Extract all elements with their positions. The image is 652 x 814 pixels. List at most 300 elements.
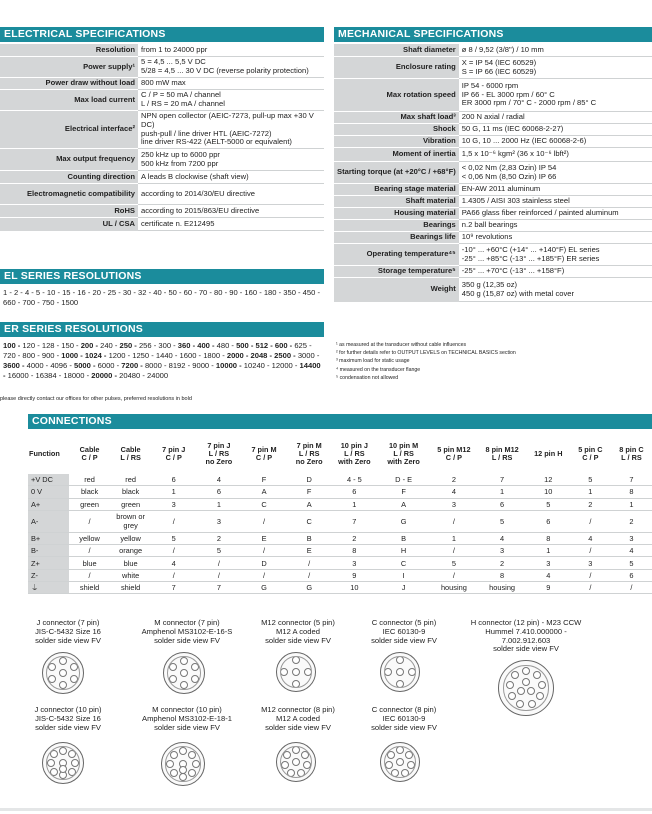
- mechanical-label: Weight: [334, 278, 459, 302]
- connector-caption: [248, 706, 348, 732]
- connections-function: A+: [28, 498, 69, 510]
- connector-caption-line: solder side view FV: [35, 722, 101, 732]
- connector-caption-line: solder side view FV: [493, 644, 559, 654]
- connections-cell: 1: [527, 545, 570, 557]
- connections-header-line: 10 pin J: [340, 440, 368, 450]
- connections-cell: 1: [477, 486, 526, 498]
- connector-caption-line: M12 A coded: [276, 713, 320, 723]
- connections-cell: 5: [570, 474, 611, 486]
- connections-header-line: C / P: [445, 453, 462, 462]
- er-resolution: 1250 -: [132, 351, 156, 360]
- connections-header-line: L / RS: [208, 448, 230, 458]
- electrical-value-line: L / RS = 20 mA / channel: [141, 99, 225, 108]
- mechanical-value-line: -25° ... +85°C (-13° ... +185°F) ER series: [461, 253, 600, 263]
- mechanical-value: [459, 244, 652, 266]
- mechanical-value-line: 200 N axial / radial: [461, 112, 525, 122]
- connections-cell: /: [69, 545, 110, 557]
- er-resolution: 200 -: [80, 341, 101, 350]
- connections-header-line: Cable: [120, 444, 141, 454]
- connector-caption-line: solder side view FV: [154, 722, 220, 732]
- connections-header-line: C / P: [582, 453, 599, 462]
- connections-row: [28, 532, 652, 544]
- er-resolution: 4096 -: [50, 361, 74, 370]
- er-resolution: 2500 -: [274, 351, 298, 360]
- er-resolution: 1800 -: [203, 351, 227, 360]
- connections-cell: /: [151, 510, 196, 532]
- footer-rule: [0, 808, 652, 811]
- connections-cell: 1: [430, 532, 477, 544]
- mechanical-value: [459, 184, 652, 196]
- connections-cell: H: [377, 545, 430, 557]
- connector-caption: [456, 619, 596, 654]
- mechanical-row: [334, 162, 652, 184]
- connections-cell: 6: [477, 498, 526, 510]
- connections-cell: 3: [477, 545, 526, 557]
- mechanical-value: [459, 148, 652, 162]
- mechanical-value: [459, 112, 652, 124]
- connector-caption-line: JIS-C-5432 Size 16: [35, 713, 101, 723]
- connections-cell: 4: [151, 557, 196, 569]
- connections-header-line: 5 pin C: [578, 444, 603, 454]
- connections-cell: red: [69, 474, 110, 486]
- connections-cell: 2: [611, 510, 652, 532]
- electrical-row: [0, 218, 324, 231]
- electrical-value-line: 5/28 = 4,5 ... 30 V DC (reverse polarity protection): [141, 66, 309, 75]
- mechanical-value: [459, 266, 652, 278]
- connections-cell: 6: [332, 486, 377, 498]
- connections-cell: 1: [611, 498, 652, 510]
- connections-cell: green: [110, 498, 151, 510]
- connections-cell: C: [377, 557, 430, 569]
- connector-caption: [354, 619, 454, 645]
- er-resolution: 300 -: [158, 341, 178, 350]
- connections-cell: A: [287, 498, 332, 510]
- mechanical-value-line: 10 G, 10 ... 2000 Hz (IEC 60068-2-6): [461, 136, 587, 146]
- er-resolution: 150 -: [61, 341, 81, 350]
- er-resolution: 3600 -: [3, 361, 27, 370]
- mechanical-value-line: < 0,02 Nm (2,83 Ozin) IP 54: [461, 162, 557, 172]
- electrical-label: Electromagnetic compatibility: [0, 184, 138, 205]
- mechanical-value-line: ER 3000 rpm / 70° C - 2000 rpm / 85° C: [461, 98, 597, 108]
- mechanical-note: ³ maximum load for static usage: [336, 358, 410, 365]
- connections-cell: 4: [430, 486, 477, 498]
- er-resolution: 2000 -: [226, 351, 251, 360]
- el-series-resolutions: 1 - 2 - 4 - 5 - 10 - 15 - 16 - 20 - 25 - 30 - 32 - 40 - 50 - 60 - 70 - 80 - 90 - 160 - 180 - 350 - 450 - 660 - 700 - 750 - 1500: [3, 288, 320, 307]
- connections-cell: 3: [527, 557, 570, 569]
- connector-caption-line: M12 A coded: [276, 626, 320, 636]
- connections-cell: 3: [430, 498, 477, 510]
- connections-header-line: 8 pin M12: [485, 444, 519, 454]
- er-resolution: 360 -: [177, 341, 198, 350]
- m7-connector-drawing-ring: [167, 656, 201, 690]
- m12-8-connector-drawing: [276, 742, 316, 782]
- connections-cell: /: [430, 510, 477, 532]
- mechanical-note: ² for further details refer to OUTPUT LEVELS on TECHNICAL BASICS section: [336, 350, 516, 357]
- connections-cell: /: [570, 510, 611, 532]
- connections-cell: 6: [527, 510, 570, 532]
- er-resolution: 8000 -: [144, 361, 169, 370]
- connections-header-line: 10 pin M: [389, 440, 419, 450]
- er-resolution: 720 -: [3, 351, 23, 360]
- electrical-value: [138, 218, 324, 231]
- electrical-label: Electrical interface²: [0, 111, 138, 149]
- connections-cell: 7: [332, 510, 377, 532]
- connections-function: B+: [28, 532, 69, 544]
- connections-cell: 4: [196, 474, 241, 486]
- electrical-value: [138, 111, 324, 149]
- connections-header-line: 7 pin J: [162, 444, 186, 454]
- mechanical-value-line: IP 66 - EL 3000 rpm / 60° C: [461, 89, 555, 99]
- mechanical-value-line: < 0,06 Nm (8,50 Ozin) IP 66: [461, 171, 557, 181]
- m12-8-connector-drawing-ring: [280, 746, 312, 778]
- connections-cell: black: [69, 486, 110, 498]
- er-resolution: 18000 -: [63, 371, 92, 380]
- mechanical-row: [334, 244, 652, 266]
- mechanical-label: Storage temperature⁵: [334, 266, 459, 278]
- connections-cell: green: [69, 498, 110, 510]
- mechanical-value-line: -10° ... +60°C (+14° ... +140°F) EL series: [461, 244, 600, 254]
- er-resolution: 600 -: [274, 341, 295, 350]
- connector-caption-line: M12 connector (5 pin): [261, 618, 335, 627]
- er-resolution: 14400 -: [3, 361, 321, 380]
- electrical-row: [0, 171, 324, 184]
- connections-header-line: L / RS: [120, 453, 141, 462]
- connections-cell: white: [110, 569, 151, 581]
- connections-cell: /: [241, 569, 286, 581]
- electrical-row: [0, 90, 324, 111]
- connections-function: +V DC: [28, 474, 69, 486]
- connections-header-line: C / P: [81, 453, 98, 462]
- er-resolution: 1000 -: [61, 351, 85, 360]
- er-resolution: 1440 -: [155, 351, 180, 360]
- electrical-label: Max load current: [0, 90, 138, 111]
- electrical-value-line: certificate n. E212495: [141, 218, 215, 228]
- mechanical-value-line: 1.4305 / AISI 303 stainless steel: [461, 196, 570, 206]
- connections-header: [241, 434, 286, 474]
- connections-cell: 7: [477, 474, 526, 486]
- electrical-value-line: 250 kHz up to 6000 ppr: [141, 149, 220, 159]
- connections-cell: blue: [110, 557, 151, 569]
- connector-caption-line: solder side view FV: [154, 635, 220, 645]
- er-resolution: 250 -: [119, 341, 139, 350]
- connections-cell: shield: [69, 582, 110, 594]
- mechanical-row: [334, 44, 652, 57]
- connections-header: [477, 434, 526, 474]
- electrical-row: [0, 111, 324, 149]
- mechanical-row: [334, 112, 652, 124]
- connections-cell: 10: [527, 486, 570, 498]
- connections-cell: /: [287, 557, 332, 569]
- connections-cell: 5: [151, 532, 196, 544]
- mechanical-value: [459, 208, 652, 220]
- connections-cell: /: [196, 557, 241, 569]
- connections-header: [332, 434, 377, 474]
- connector-caption-line: Hummel 7.410.000000 -: [485, 626, 567, 636]
- electrical-label: Max output frequency: [0, 149, 138, 171]
- connector-caption-line: Amphenol MS3102-E-16-S: [141, 626, 233, 636]
- m12-5-connector-drawing: [276, 652, 316, 692]
- connections-cell: 2: [332, 532, 377, 544]
- electrical-value-line: A leads B clockwise (shaft view): [141, 171, 249, 181]
- mechanical-row: [334, 232, 652, 244]
- connections-header-line: L / RS: [298, 448, 320, 458]
- connections-header-line: 7 pin M: [296, 440, 322, 450]
- connections-cell: housing: [477, 582, 526, 594]
- connections-cell: A: [241, 486, 286, 498]
- mechanical-label: Shaft material: [334, 196, 459, 208]
- connector-caption-line: J connector (10 pin): [34, 705, 102, 714]
- connections-cell: housing: [430, 582, 477, 594]
- connections-function: A-: [28, 510, 69, 532]
- connections-cell: 4: [527, 569, 570, 581]
- mechanical-value: [459, 162, 652, 184]
- connector-caption-line: Amphenol MS3102-E-18-1: [142, 713, 232, 723]
- electrical-value: [138, 90, 324, 111]
- connector-caption-line: M connector (7 pin): [154, 618, 220, 627]
- er-resolution: 100 -: [3, 341, 23, 350]
- connections-cell: 5: [477, 510, 526, 532]
- mechanical-row: [334, 278, 652, 302]
- connections-cell: B: [377, 532, 430, 544]
- er-resolution: 256 -: [138, 341, 159, 350]
- er-resolution: 1024 -: [84, 351, 109, 360]
- connections-header-line: no Zero: [205, 457, 233, 467]
- mechanical-value-line: X = IP 54 (IEC 60529): [461, 57, 537, 67]
- electrical-value: [138, 171, 324, 184]
- mechanical-value-line: PA66 glass fiber reinforced / painted aluminum: [461, 208, 619, 218]
- connections-header-line: 12 pin H: [534, 448, 563, 458]
- connections-cell: D: [241, 557, 286, 569]
- connections-cell: B: [287, 532, 332, 544]
- m10-connector-drawing-ring: [165, 746, 200, 781]
- er-resolution: 10240 -: [243, 361, 272, 370]
- connections-header: [570, 434, 611, 474]
- mechanical-row: [334, 220, 652, 232]
- connections-header-line: L / RS: [344, 448, 365, 458]
- connections-cell: G: [287, 582, 332, 594]
- c5-connector-drawing: [380, 652, 420, 692]
- connector-caption: [248, 619, 348, 645]
- j7-connector-drawing-ring: [46, 656, 80, 690]
- connections-cell: 2: [196, 532, 241, 544]
- connections-cell: 8: [477, 569, 526, 581]
- er-resolution: 6000 -: [97, 361, 122, 370]
- connections-cell: 5: [196, 545, 241, 557]
- connections-cell: 6: [611, 569, 652, 581]
- electrical-value-line: 500 kHz from 7200 ppr: [141, 158, 219, 168]
- er-resolution: 16384 -: [35, 371, 64, 380]
- mechanical-notes: [336, 341, 650, 382]
- electrical-label: Power draw without load: [0, 78, 138, 90]
- connections-cell: /: [611, 582, 652, 594]
- er-resolution: 7200 -: [121, 361, 145, 370]
- mechanical-label: Enclosure rating: [334, 57, 459, 79]
- c5-connector-drawing-ring: [384, 656, 416, 688]
- connections-cell: G: [377, 510, 430, 532]
- mechanical-value-line: -25° ... +70°C (-13° ... +158°F): [461, 266, 565, 276]
- connections-cell: 4: [611, 545, 652, 557]
- j10-connector-drawing-ring: [46, 746, 80, 780]
- connections-cell: D: [287, 474, 332, 486]
- connections-cell: /: [69, 569, 110, 581]
- mechanical-label: Max rotation speed: [334, 79, 459, 112]
- er-resolution: 120 -: [22, 341, 42, 350]
- connector-caption-line: J connector (7 pin): [36, 618, 100, 627]
- connections-header-line: 5 pin M12: [437, 444, 471, 454]
- connections-header: [110, 434, 151, 474]
- connections-cell: /: [570, 545, 611, 557]
- mechanical-value: [459, 278, 652, 302]
- connections-cell: D - E: [377, 474, 430, 486]
- connections-cell: 2: [477, 557, 526, 569]
- electrical-value: [138, 205, 324, 218]
- mechanical-row: [334, 57, 652, 79]
- er-resolution: 12000 -: [271, 361, 300, 370]
- connections-header-line: 8 pin C: [619, 444, 644, 454]
- connections-cell: 3: [151, 498, 196, 510]
- connections-cell: 2: [430, 474, 477, 486]
- connector-caption: [132, 619, 242, 645]
- electrical-value-line: from 1 to 24000 ppr: [141, 44, 208, 54]
- electrical-row: [0, 149, 324, 171]
- mechanical-value-line: 1,5 x 10⁻⁶ kgm² (36 x 10⁻⁶ lbft²): [461, 149, 569, 159]
- connections-cell: /: [287, 569, 332, 581]
- mechanical-label: Housing material: [334, 208, 459, 220]
- connections-cell: A: [377, 498, 430, 510]
- mechanical-label: Operating temperature⁴⁵: [334, 244, 459, 266]
- connections-cell: 9: [332, 569, 377, 581]
- connections-row: [28, 498, 652, 510]
- mechanical-value: [459, 196, 652, 208]
- c8-connector-drawing-ring: [384, 746, 416, 778]
- el-series-title: EL SERIES RESOLUTIONS: [0, 269, 324, 284]
- connections-header-line: L / RS: [393, 448, 414, 458]
- er-resolution: 16000 -: [7, 371, 36, 380]
- er-series-title: ER SERIES RESOLUTIONS: [0, 322, 324, 337]
- er-resolution: 3000 -: [297, 351, 320, 360]
- connections-cell: 3: [196, 510, 241, 532]
- connector-caption-line: solder side view FV: [371, 635, 437, 645]
- er-resolution: 20000 -: [91, 371, 120, 380]
- connections-cell: /: [570, 582, 611, 594]
- er-resolution: 20480 -: [119, 371, 148, 380]
- electrical-value-line: NPN open collector (AEIC-7273, pull-up max +30 V DC): [141, 111, 314, 129]
- connector-caption-line: solder side view FV: [265, 722, 331, 732]
- connections-row: [28, 545, 652, 557]
- mechanical-value: [459, 136, 652, 148]
- mechanical-row: [334, 79, 652, 112]
- connections-function: ⏚: [28, 582, 69, 594]
- connector-caption-line: solder side view FV: [371, 722, 437, 732]
- connections-cell: 3: [570, 557, 611, 569]
- electrical-value: [138, 184, 324, 205]
- m10-connector-drawing: [161, 742, 205, 786]
- connections-header-line: L / RS: [491, 453, 513, 462]
- connections-cell: I: [377, 569, 430, 581]
- mechanical-value-line: IP 54 - 6000 rpm: [461, 80, 519, 90]
- mechanical-note: ⁵ condensation not allowed: [336, 374, 399, 381]
- connections-cell: brown or grey: [110, 510, 151, 532]
- mechanical-value-line: ø 8 / 9,52 (3/8") / 10 mm: [461, 44, 544, 54]
- connections-row: [28, 582, 652, 594]
- electrical-value: [138, 78, 324, 90]
- er-resolution: 1200 -: [108, 351, 133, 360]
- connector-caption-line: IEC 60130-9: [382, 713, 426, 723]
- connections-cell: E: [241, 532, 286, 544]
- connections-cell: 3: [332, 557, 377, 569]
- connections-cell: 5: [527, 498, 570, 510]
- connections-header-line: 7 pin J: [207, 440, 231, 450]
- connections-cell: 1: [196, 498, 241, 510]
- mechanical-row: [334, 266, 652, 278]
- mechanical-value: [459, 232, 652, 244]
- j10-connector-drawing: [42, 742, 84, 784]
- connections-cell: 8: [332, 545, 377, 557]
- connections-cell: 5: [611, 557, 652, 569]
- connections-cell: /: [151, 545, 196, 557]
- connections-header: [377, 434, 430, 474]
- er-resolution: 800 -: [22, 351, 42, 360]
- electrical-row: [0, 184, 324, 205]
- electrical-table: [0, 43, 324, 231]
- connections-cell: 3: [611, 532, 652, 544]
- connections-header: [69, 434, 110, 474]
- connections-cell: blue: [69, 557, 110, 569]
- mechanical-value: [459, 124, 652, 136]
- connections-header-line: Function: [29, 448, 60, 458]
- connections-cell: J: [377, 582, 430, 594]
- connections-cell: 8: [527, 532, 570, 544]
- connections-cell: red: [110, 474, 151, 486]
- er-resolution: 128 -: [41, 341, 62, 350]
- connections-cell: yellow: [69, 532, 110, 544]
- electrical-row: [0, 205, 324, 218]
- connections-cell: 1: [570, 486, 611, 498]
- connector-caption: [354, 706, 454, 732]
- connections-cell: /: [241, 545, 286, 557]
- connections-cell: G: [241, 582, 286, 594]
- connections-header-line: with Zero: [387, 457, 420, 467]
- connections-row: [28, 510, 652, 532]
- electrical-value: [138, 57, 324, 78]
- h12-connector-drawing-ring: [503, 665, 548, 710]
- connections-row: [28, 486, 652, 498]
- mechanical-row: [334, 208, 652, 220]
- connections-cell: F: [287, 486, 332, 498]
- mechanical-value-line: 10⁹ revolutions: [461, 232, 513, 242]
- connections-header-line: C / P: [255, 453, 273, 462]
- er-resolution: 10000 -: [215, 361, 244, 370]
- connector-caption: [132, 706, 242, 732]
- mechanical-value: [459, 220, 652, 232]
- connections-cell: 7: [151, 582, 196, 594]
- electrical-value-line: 800 mW max: [141, 78, 186, 88]
- connections-cell: 6: [196, 486, 241, 498]
- mechanical-value-line: 50 G, 11 ms (IEC 60068-2-27): [461, 124, 564, 134]
- er-series-note: please directly contact our offices for other pulses, preferred resolutions in bold: [0, 396, 192, 402]
- er-resolution: 9000 -: [192, 361, 216, 370]
- connector-caption: [18, 619, 118, 645]
- connections-function: B-: [28, 545, 69, 557]
- electrical-value-line: C / P = 50 mA / channel: [141, 90, 221, 100]
- connections-header: [28, 434, 69, 474]
- electrical-row: [0, 44, 324, 57]
- mechanical-value-line: n.2 ball bearings: [461, 220, 518, 230]
- connections-title: CONNECTIONS: [28, 414, 652, 429]
- mechanical-label: Bearings life: [334, 232, 459, 244]
- er-resolution: 4000 -: [26, 361, 51, 370]
- mechanical-label: Shaft diameter: [334, 44, 459, 57]
